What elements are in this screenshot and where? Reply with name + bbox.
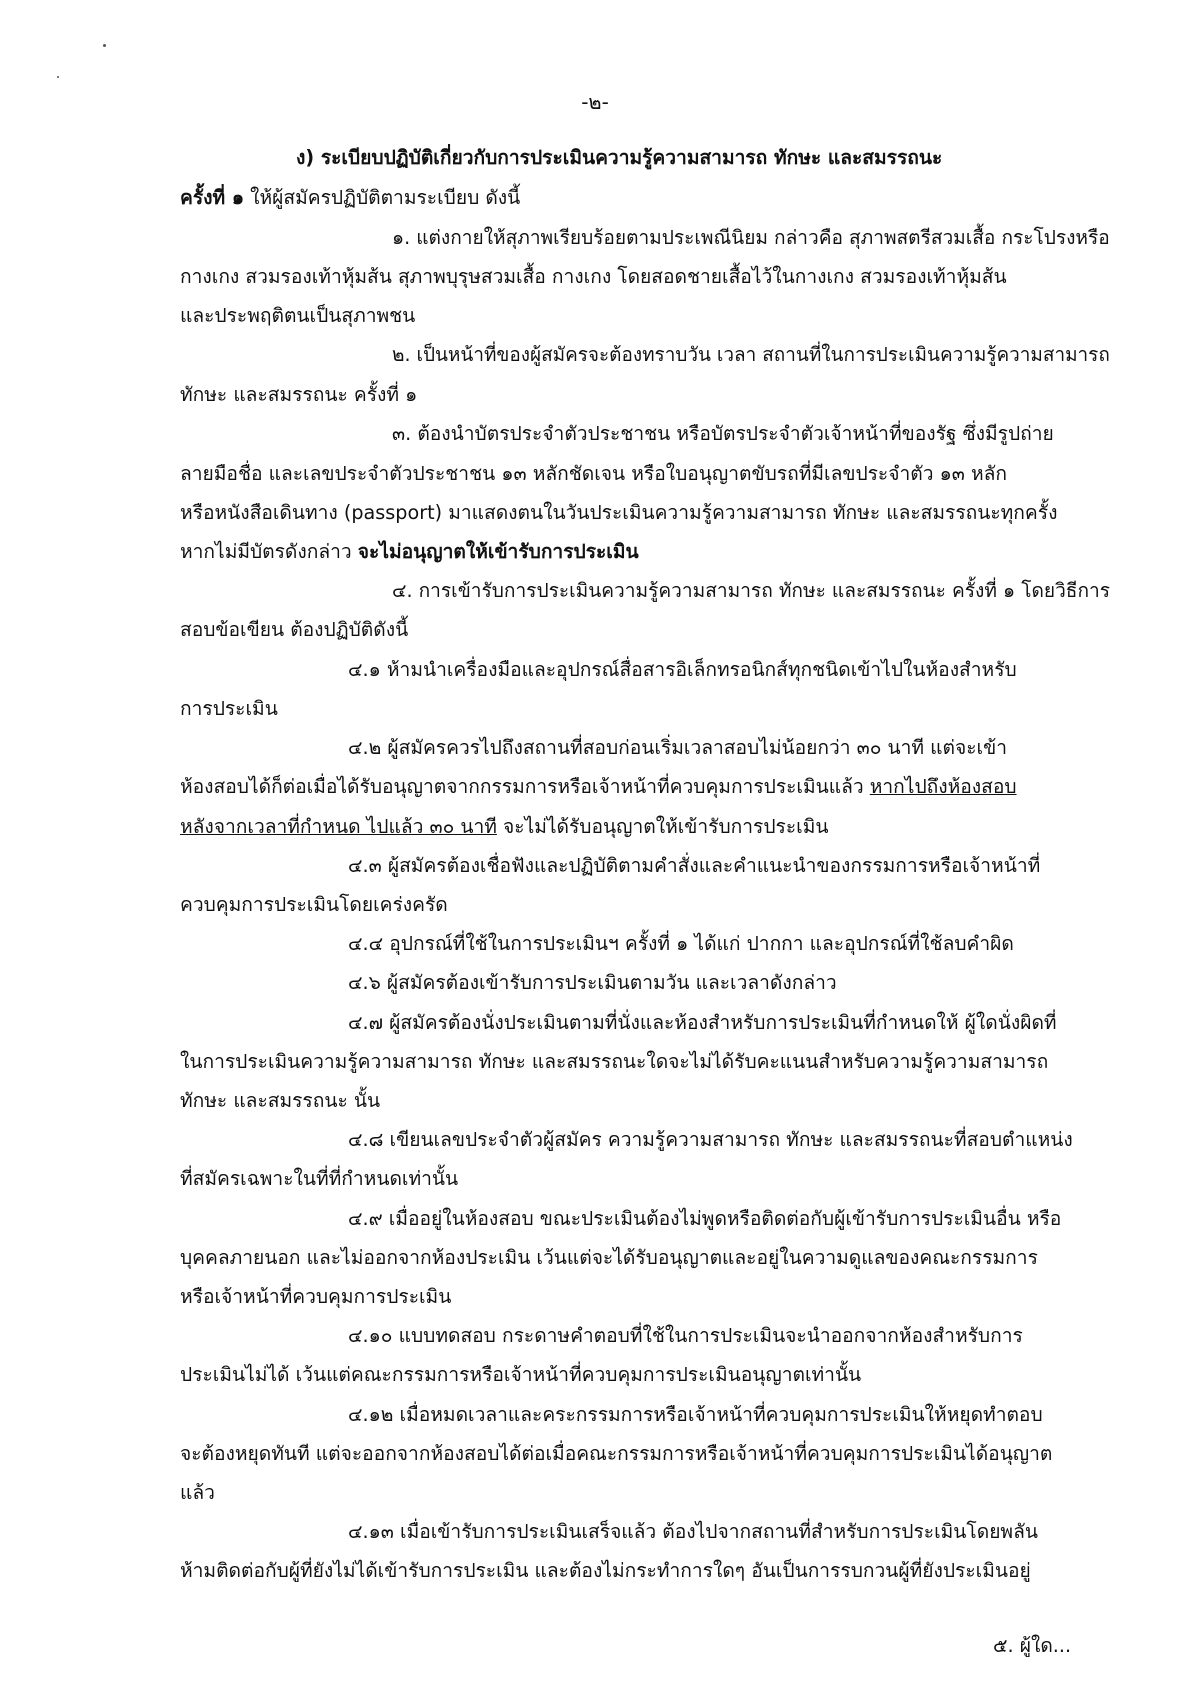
section-heading-cont: ครั้งที่ ๑ ให้ผู้สมัครปฏิบัติตามระเบียบ ดังนี้ bbox=[180, 186, 521, 209]
sub-4-12-line: จะต้องหยุดทันที แต่จะออกจากห้องสอบได้ต่อเมื่อคณะกรรมการหรือเจ้าหน้าที่ควบคุมการประเมินได้อนุญาต bbox=[180, 1442, 1053, 1465]
sub-4-8-line: ที่สมัครเฉพาะในที่ที่กำหนดเท่านั้น bbox=[180, 1167, 459, 1190]
sub-4-13-line: ๔.๑๓ เมื่อเข้ารับการประเมินเสร็จแล้ว ต้องไปจากสถานที่สำหรับการประเมินโดยพลัน bbox=[348, 1520, 1038, 1543]
sub-4-3-line: ๔.๓ ผู้สมัครต้องเชื่อฟังและปฏิบัติตามคำสั่งและคำแนะนำของกรรมการหรือเจ้าหน้าที่ bbox=[348, 854, 1041, 877]
item-2-line: ทักษะ และสมรรถนะ ครั้งที่ ๑ bbox=[180, 383, 418, 406]
scan-speck bbox=[103, 44, 106, 47]
sub-4-7-line: ๔.๗ ผู้สมัครต้องนั่งประเมินตามที่นั่งและห้องสำหรับการประเมินที่กำหนดให้ ผู้ใดนั่งผิดที่ bbox=[348, 1011, 1057, 1034]
sub-4-9-line: หรือเจ้าหน้าที่ควบคุมการประเมิน bbox=[180, 1285, 452, 1308]
item-3-line: หรือหนังสือเดินทาง (passport) มาแสดงตนในวันประเมินความรู้ความสามารถ ทักษะ และสมรรถนะทุกครั้ง bbox=[180, 501, 1058, 524]
sub-4-12-line: แล้ว bbox=[180, 1481, 215, 1504]
page-number: -๒- bbox=[581, 90, 609, 114]
sub-4-1-line: ๔.๑ ห้ามนำเครื่องมือและอุปกรณ์สื่อสารอิเล็กทรอนิกส์ทุกชนิดเข้าไปในห้องสำหรับ bbox=[348, 658, 1017, 681]
item-3-line: ๓. ต้องนำบัตรประจำตัวประชาชน หรือบัตรประจำตัวเจ้าหน้าที่ของรัฐ ซึ่งมีรูปถ่าย bbox=[392, 422, 1054, 445]
item-1-line: กางเกง สวมรองเท้าหุ้มส้น สุภาพบุรุษสวมเสื้อ กางเกง โดยสอดชายเสื้อไว้ในกางเกง สวมรองเท้าหุ้มส้น bbox=[180, 265, 1007, 288]
item-1-line: ๑. แต่งกายให้สุภาพเรียบร้อยตามประเพณีนิยม กล่าวคือ สุภาพสตรีสวมเสื้อ กระโปรงหรือ bbox=[392, 226, 1110, 249]
item-1-line: และประพฤติตนเป็นสุภาพชน bbox=[180, 304, 416, 327]
sub-4-2-line: ห้องสอบได้ก็ต่อเมื่อได้รับอนุญาตจากกรรมการหรือเจ้าหน้าที่ควบคุมการประเมินแล้ว หากไปถึงห้องสอบ bbox=[180, 775, 1017, 798]
item-3-line: ลายมือชื่อ และเลขประจำตัวประชาชน ๑๓ หลักชัดเจน หรือใบอนุญาตขับรถที่มีเลขประจำตัว ๑๓ หลัก bbox=[180, 462, 1008, 485]
sub-4-10-line: ประเมินไม่ได้ เว้นแต่คณะกรรมการหรือเจ้าหน้าที่ควบคุมการประเมินอนุญาตเท่านั้น bbox=[180, 1363, 862, 1386]
sub-4-1-line: การประเมิน bbox=[180, 697, 278, 720]
item-4-line: สอบข้อเขียน ต้องปฏิบัติดังนี้ bbox=[180, 618, 409, 641]
sub-4-9-line: ๔.๙ เมื่ออยู่ในห้องสอบ ขณะประเมินต้องไม่พูดหรือติดต่อกับผู้เข้ารับการประเมินอื่น หรือ bbox=[348, 1207, 1062, 1230]
sub-4-7-line: ทักษะ และสมรรถนะ นั้น bbox=[180, 1089, 381, 1112]
sub-4-13-line: ห้ามติดต่อกับผู้ที่ยังไม่ได้เข้ารับการประเมิน และต้องไม่กระทำการใดๆ อันเป็นการรบกวนผู้ที่ยังประเมินอยู่ bbox=[180, 1559, 1031, 1582]
continuation-marker: ๕. ผู้ใด... bbox=[993, 1634, 1072, 1657]
item-3-line: หากไม่มีบัตรดังกล่าว จะไม่อนุญาตให้เข้ารับการประเมิน bbox=[180, 540, 639, 563]
section-heading: ง) ระเบียบปฏิบัติเกี่ยวกับการประเมินความรู้ความสามารถ ทักษะ และสมรรถนะ bbox=[296, 146, 943, 169]
sub-4-12-line: ๔.๑๒ เมื่อหมดเวลาและคระกรรมการหรือเจ้าหน้าที่ควบคุมการประเมินให้หยุดทำตอบ bbox=[348, 1403, 1043, 1426]
item-4-line: ๔. การเข้ารับการประเมินความรู้ความสามารถ ทักษะ และสมรรถนะ ครั้งที่ ๑ โดยวิธีการ bbox=[392, 579, 1111, 602]
sub-4-9-line: บุคคลภายนอก และไม่ออกจากห้องประเมิน เว้นแต่จะได้รับอนุญาตและอยู่ในความดูแลของคณะกรรมการ bbox=[180, 1246, 1038, 1269]
sub-4-6-line: ๔.๖ ผู้สมัครต้องเข้ารับการประเมินตามวัน และเวลาดังกล่าว bbox=[348, 971, 837, 994]
sub-4-8-line: ๔.๘ เขียนเลขประจำตัวผู้สมัคร ความรู้ความสามารถ ทักษะ และสมรรถนะที่สอบตำแหน่ง bbox=[348, 1128, 1073, 1151]
sub-4-10-line: ๔.๑๐ แบบทดสอบ กระดาษคำตอบที่ใช้ในการประเมินจะนำออกจากห้องสำหรับการ bbox=[348, 1324, 1023, 1347]
sub-4-4-line: ๔.๔ อุปกรณ์ที่ใช้ในการประเมินฯ ครั้งที่ ๑ ได้แก่ ปากกา และอุปกรณ์ที่ใช้ลบคำผิด bbox=[348, 932, 1014, 955]
sub-4-3-line: ควบคุมการประเมินโดยเคร่งครัด bbox=[180, 893, 448, 916]
scan-speck bbox=[57, 76, 59, 78]
sub-4-2-line: ๔.๒ ผู้สมัครควรไปถึงสถานที่สอบก่อนเริ่มเวลาสอบไม่น้อยกว่า ๓๐ นาที แต่จะเข้า bbox=[348, 736, 1008, 759]
item-2-line: ๒. เป็นหน้าที่ของผู้สมัครจะต้องทราบวัน เวลา สถานที่ในการประเมินความรู้ความสามารถ bbox=[392, 343, 1110, 366]
sub-4-7-line: ในการประเมินความรู้ความสามารถ ทักษะ และสมรรถนะใดจะไม่ได้รับคะแนนสำหรับความรู้ความสามารถ bbox=[180, 1050, 1049, 1073]
sub-4-2-line: หลังจากเวลาที่กำหนด ไปแล้ว ๓๐ นาที จะไม่ได้รับอนุญาตให้เข้ารับการประเมิน bbox=[180, 815, 829, 838]
